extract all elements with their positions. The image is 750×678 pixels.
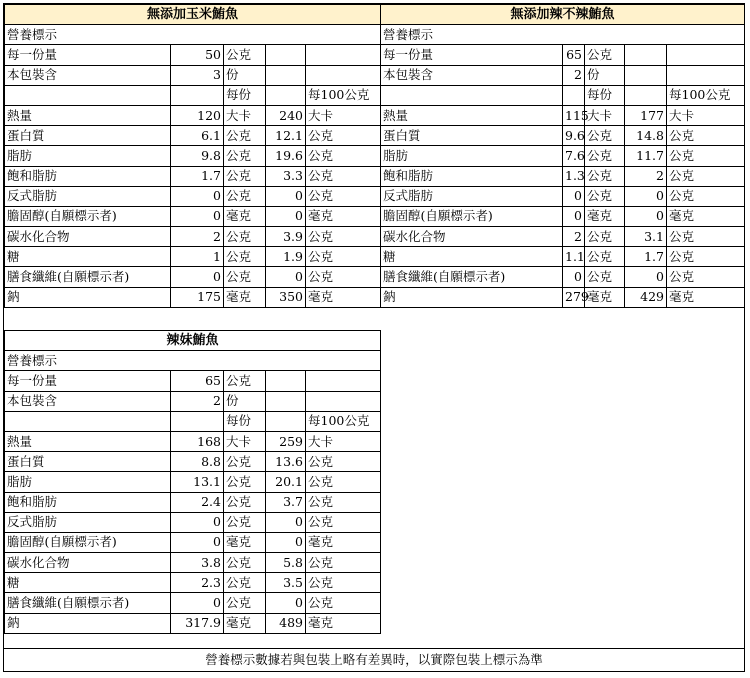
per-serving-unit: 公克: [224, 146, 266, 166]
per-serving-unit: 公克: [224, 452, 266, 472]
per-100g-value: 350: [266, 287, 306, 307]
nutrient-name: 熱量: [381, 105, 563, 125]
per-100g-header: 每100公克: [667, 85, 745, 105]
per-100g-value: 12.1: [266, 126, 306, 146]
per-serving-header: 每份: [585, 85, 625, 105]
per-100g-value: 1.9: [266, 247, 306, 267]
per-serving-value: 0: [171, 512, 224, 532]
per-100g-value: 0: [266, 593, 306, 613]
per-100g-value: 259: [266, 431, 306, 451]
nutrient-name: 蛋白質: [381, 126, 563, 146]
nutrition-panel-hot-girl-tuna: [4, 330, 380, 634]
per-serving-unit: 公克: [585, 247, 625, 267]
per-serving-unit: 公克: [224, 247, 266, 267]
per-serving-unit: 公克: [585, 186, 625, 206]
per-100g-unit: 毫克: [667, 206, 745, 226]
nutrient-row: [5, 126, 381, 146]
per-100g-unit: 毫克: [667, 287, 745, 307]
per-serving-value: 0: [171, 186, 224, 206]
nutrient-name: 蛋白質: [5, 126, 171, 146]
per-serving-value: 1.3: [563, 166, 585, 186]
nutrient-row: [381, 126, 745, 146]
per-100g-unit: 公克: [667, 126, 745, 146]
per-serving-unit: 公克: [224, 512, 266, 532]
nutrient-name: 膳食纖維(自願標示者): [5, 267, 171, 287]
nutrient-row: [381, 267, 745, 287]
nutrient-name: 鈉: [381, 287, 563, 307]
per-100g-value: 20.1: [266, 472, 306, 492]
nutrient-row: [5, 166, 381, 186]
per-100g-value: 0: [266, 186, 306, 206]
per-serving-value: 279: [563, 287, 585, 307]
per-100g-unit: 公克: [306, 267, 381, 287]
nutrient-name: 鈉: [5, 613, 171, 633]
nutrient-row: [5, 573, 381, 593]
per-serving-value: 115: [563, 105, 585, 125]
nutrient-name: 熱量: [5, 431, 171, 451]
per-serving-value: 7.6: [563, 146, 585, 166]
per-serving-unit: 毫克: [585, 206, 625, 226]
nutrient-row: [5, 532, 381, 552]
per-100g-value: 0: [266, 267, 306, 287]
per-serving-unit: 公克: [224, 186, 266, 206]
per-100g-value: 13.6: [266, 452, 306, 472]
product-title: 無添加辣不辣鮪魚: [381, 5, 745, 25]
per-100g-unit: 毫克: [306, 206, 381, 226]
per-serving-unit: 大卡: [224, 105, 266, 125]
per-serving-value: 1.1: [563, 247, 585, 267]
per-100g-value: 3.9: [266, 227, 306, 247]
per-serving-header: 每份: [224, 85, 266, 105]
per-100g-value: 0: [625, 206, 667, 226]
nutrient-name: 脂肪: [381, 146, 563, 166]
per-serving-value: 2: [171, 227, 224, 247]
per-100g-unit: 公克: [306, 472, 381, 492]
nutrient-row: [5, 492, 381, 512]
per-serving-unit: 公克: [585, 146, 625, 166]
nutrient-row: [5, 431, 381, 451]
per-serving-unit: 大卡: [224, 431, 266, 451]
nutrient-row: [5, 472, 381, 492]
per-100g-value: 3.3: [266, 166, 306, 186]
nutrient-row: [381, 105, 745, 125]
nutrient-name: 糖: [5, 247, 171, 267]
nutrient-row: [5, 247, 381, 267]
nutrient-row: [5, 186, 381, 206]
per-100g-unit: 公克: [667, 247, 745, 267]
nutrient-name: 膽固醇(自願標示者): [5, 206, 171, 226]
serving-size-unit: 公克: [224, 371, 266, 391]
per-serving-value: 9.6: [563, 126, 585, 146]
per-100g-value: 0: [625, 186, 667, 206]
per-100g-unit: 公克: [306, 492, 381, 512]
per-serving-value: 9.8: [171, 146, 224, 166]
per-serving-value: 13.1: [171, 472, 224, 492]
per-serving-value: 0: [563, 206, 585, 226]
per-serving-value: 0: [171, 593, 224, 613]
per-serving-value: 175: [171, 287, 224, 307]
serving-size-unit: 公克: [585, 45, 625, 65]
serving-size-unit: 公克: [224, 45, 266, 65]
nutrient-name: 膳食纖維(自願標示者): [5, 593, 171, 613]
per-serving-unit: 毫克: [224, 532, 266, 552]
per-100g-value: 240: [266, 105, 306, 125]
nutrient-name: 反式脂肪: [5, 512, 171, 532]
per-100g-unit: 公克: [667, 227, 745, 247]
nutrient-row: [381, 227, 745, 247]
nutrient-name: 脂肪: [5, 146, 171, 166]
per-serving-value: 0: [171, 532, 224, 552]
per-100g-unit: 公克: [306, 186, 381, 206]
nutrition-table: [4, 4, 381, 308]
nutrient-name: 糖: [381, 247, 563, 267]
serving-size-label: 每一份量: [5, 45, 171, 65]
per-100g-unit: 毫克: [306, 287, 381, 307]
per-serving-value: 6.1: [171, 126, 224, 146]
per-100g-value: 5.8: [266, 553, 306, 573]
nutrient-name: 熱量: [5, 105, 171, 125]
per-100g-unit: 毫克: [306, 613, 381, 633]
nutrient-name: 膽固醇(自願標示者): [5, 532, 171, 552]
nutrient-row: [5, 553, 381, 573]
per-100g-value: 0: [266, 532, 306, 552]
per-100g-value: 19.6: [266, 146, 306, 166]
nutrient-name: 飽和脂肪: [5, 492, 171, 512]
per-serving-unit: 公克: [224, 126, 266, 146]
nutrition-sheet: [3, 3, 745, 672]
nutrient-row: [5, 146, 381, 166]
per-serving-value: 2: [563, 227, 585, 247]
per-serving-unit: 公克: [224, 593, 266, 613]
per-100g-unit: 公克: [306, 247, 381, 267]
nutrient-name: 飽和脂肪: [5, 166, 171, 186]
nutrient-name: 脂肪: [5, 472, 171, 492]
per-100g-header: 每100公克: [306, 411, 381, 431]
product-title: 無添加玉米鮪魚: [5, 5, 381, 25]
per-100g-unit: 公克: [306, 166, 381, 186]
nutrient-row: [5, 512, 381, 532]
nutrient-row: [381, 166, 745, 186]
per-100g-value: 429: [625, 287, 667, 307]
per-serving-unit: 公克: [585, 126, 625, 146]
per-serving-value: 2.4: [171, 492, 224, 512]
serving-size-value: 50: [171, 45, 224, 65]
nutrient-name: 碳水化合物: [381, 227, 563, 247]
per-100g-unit: 公克: [306, 512, 381, 532]
per-serving-value: 0: [563, 267, 585, 287]
per-serving-unit: 公克: [224, 553, 266, 573]
per-serving-value: 2.3: [171, 573, 224, 593]
per-serving-unit: 毫克: [224, 206, 266, 226]
per-serving-value: 0: [171, 267, 224, 287]
per-serving-value: 120: [171, 105, 224, 125]
servings-value: 2: [563, 65, 585, 85]
nutrient-row: [5, 593, 381, 613]
nutrient-name: 反式脂肪: [5, 186, 171, 206]
per-serving-unit: 公克: [224, 573, 266, 593]
per-100g-unit: 公克: [306, 126, 381, 146]
per-serving-value: 1: [171, 247, 224, 267]
section-label: 營養標示: [381, 25, 563, 45]
serving-size-value: 65: [171, 371, 224, 391]
section-label: 營養標示: [5, 25, 171, 45]
per-serving-value: 8.8: [171, 452, 224, 472]
nutrition-panel-spicy-tuna: [380, 4, 744, 308]
nutrient-name: 糖: [5, 573, 171, 593]
nutrient-name: 反式脂肪: [381, 186, 563, 206]
per-100g-unit: 大卡: [667, 105, 745, 125]
per-100g-value: 177: [625, 105, 667, 125]
per-100g-value: 3.5: [266, 573, 306, 593]
per-100g-unit: 公克: [306, 553, 381, 573]
serving-size-label: 每一份量: [5, 371, 171, 391]
nutrient-row: [381, 206, 745, 226]
product-title: 辣妹鮪魚: [5, 331, 381, 351]
per-100g-unit: 公克: [667, 166, 745, 186]
nutrient-name: 碳水化合物: [5, 553, 171, 573]
per-serving-value: 168: [171, 431, 224, 451]
serving-size-label: 每一份量: [381, 45, 563, 65]
nutrient-row: [5, 613, 381, 633]
per-100g-value: 3.1: [625, 227, 667, 247]
per-serving-value: 0: [171, 206, 224, 226]
per-100g-unit: 大卡: [306, 431, 381, 451]
per-100g-value: 1.7: [625, 247, 667, 267]
per-100g-unit: 公克: [667, 267, 745, 287]
per-serving-header: 每份: [224, 411, 266, 431]
per-serving-unit: 毫克: [224, 287, 266, 307]
per-100g-value: 0: [266, 206, 306, 226]
servings-unit: 份: [585, 65, 625, 85]
per-serving-unit: 公克: [224, 166, 266, 186]
nutrient-row: [381, 186, 745, 206]
servings-label: 本包裝含: [5, 65, 171, 85]
nutrient-name: 膽固醇(自願標示者): [381, 206, 563, 226]
per-serving-unit: 公克: [224, 472, 266, 492]
per-serving-unit: 大卡: [585, 105, 625, 125]
nutrient-row: [381, 146, 745, 166]
per-100g-unit: 大卡: [306, 105, 381, 125]
per-serving-unit: 毫克: [585, 287, 625, 307]
nutrient-name: 碳水化合物: [5, 227, 171, 247]
per-100g-unit: 毫克: [306, 532, 381, 552]
per-serving-unit: 公克: [585, 267, 625, 287]
per-100g-value: 3.7: [266, 492, 306, 512]
per-100g-unit: 公克: [306, 146, 381, 166]
per-serving-unit: 公克: [224, 492, 266, 512]
nutrient-name: 飽和脂肪: [381, 166, 563, 186]
per-serving-value: 3.8: [171, 553, 224, 573]
per-100g-value: 14.8: [625, 126, 667, 146]
nutrition-panel-corn-tuna: [4, 4, 380, 308]
per-serving-unit: 毫克: [224, 613, 266, 633]
servings-unit: 份: [224, 65, 266, 85]
per-serving-unit: 公克: [585, 227, 625, 247]
per-serving-unit: 公克: [585, 166, 625, 186]
per-100g-unit: 公克: [306, 452, 381, 472]
servings-unit: 份: [224, 391, 266, 411]
nutrient-row: [5, 105, 381, 125]
nutrient-name: 蛋白質: [5, 452, 171, 472]
nutrient-row: [5, 227, 381, 247]
per-serving-unit: 公克: [224, 267, 266, 287]
per-serving-value: 1.7: [171, 166, 224, 186]
servings-value: 3: [171, 65, 224, 85]
per-100g-unit: 公克: [306, 573, 381, 593]
footer-note: 營養標示數據若與包裝上略有差異時，以實際包裝上標示為準: [4, 648, 744, 671]
per-100g-value: 0: [266, 512, 306, 532]
nutrition-table: [380, 4, 745, 308]
serving-size-value: 65: [563, 45, 585, 65]
nutrient-row: [381, 247, 745, 267]
nutrient-row: [381, 287, 745, 307]
nutrient-row: [5, 206, 381, 226]
per-serving-value: 0: [563, 186, 585, 206]
nutrient-name: 膳食纖維(自願標示者): [381, 267, 563, 287]
section-label: 營養標示: [5, 351, 171, 371]
per-serving-value: 317.9: [171, 613, 224, 633]
per-100g-value: 11.7: [625, 146, 667, 166]
per-100g-unit: 公克: [667, 186, 745, 206]
per-100g-unit: 公克: [306, 227, 381, 247]
per-100g-value: 489: [266, 613, 306, 633]
per-100g-value: 2: [625, 166, 667, 186]
nutrient-name: 鈉: [5, 287, 171, 307]
nutrient-row: [5, 452, 381, 472]
per-100g-unit: 公克: [306, 593, 381, 613]
per-serving-unit: 公克: [224, 227, 266, 247]
per-100g-unit: 公克: [667, 146, 745, 166]
per-100g-value: 0: [625, 267, 667, 287]
nutrition-table: [4, 330, 381, 634]
servings-label: 本包裝含: [381, 65, 563, 85]
servings-value: 2: [171, 391, 224, 411]
nutrient-row: [5, 267, 381, 287]
nutrient-row: [5, 287, 381, 307]
servings-label: 本包裝含: [5, 391, 171, 411]
per-100g-header: 每100公克: [306, 85, 381, 105]
